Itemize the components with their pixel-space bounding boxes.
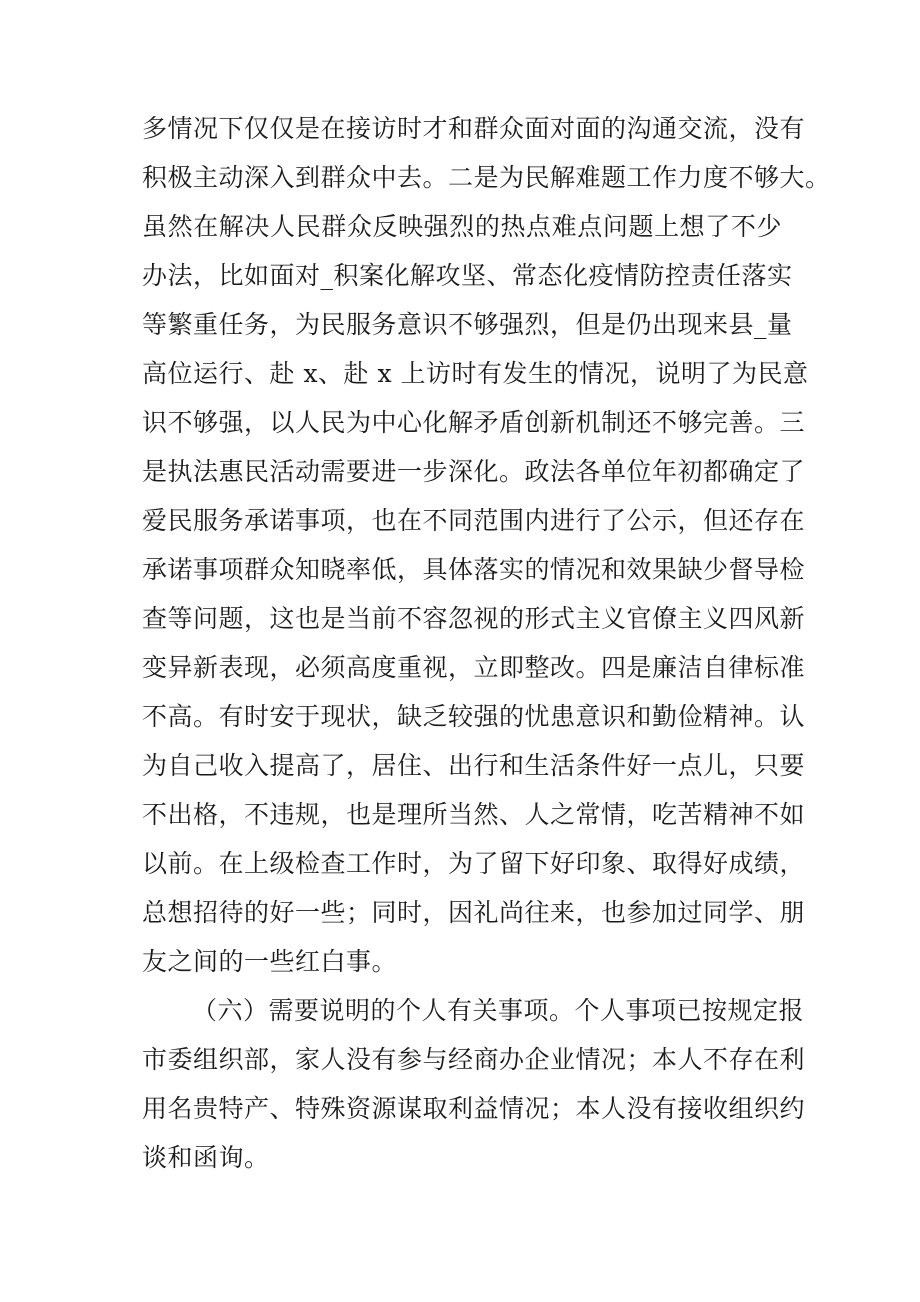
text-line: 不高。有时安于现状，缺乏较强的忧患意识和勤俭精神。认 <box>142 702 806 731</box>
text-line: 识不够强，以人民为中心化解矛盾创新机制还不够完善。三 <box>142 408 806 437</box>
text-line: 不出格，不违规，也是理所当然、人之常情，吃苦精神不如 <box>142 800 806 829</box>
text-line: 总想招待的好一些；同时，因礼尚往来，也参加过同学、朋 <box>142 898 806 927</box>
text-line: 谈和函询。 <box>142 1143 270 1172</box>
text-line: 变异新表现，必须高度重视，立即整改。四是廉洁自律标准 <box>142 653 806 682</box>
text-line: 虽然在解决人民群众反映强烈的热点难点问题上想了不少 <box>142 212 782 241</box>
text-line: 承诺事项群众知晓率低，具体落实的情况和效果缺少督导检 <box>142 555 806 584</box>
text-line: 用名贵特产、特殊资源谋取利益情况；本人没有接收组织约 <box>142 1094 806 1123</box>
text-line: 等繁重任务，为民服务意识不够强烈，但是仍出现来县_量 <box>142 310 793 339</box>
text-line: 办法，比如面对_积案化解攻坚、常态化疫情防控责任落实 <box>142 261 793 290</box>
text-line: 是执法惠民活动需要进一步深化。政法各单位年初都确定了 <box>142 457 806 486</box>
section-heading-line: （六）需要说明的个人有关事项。个人事项已按规定报 <box>192 996 805 1025</box>
text-line: 爱民服务承诺事项，也在不同范围内进行了公示，但还存在 <box>142 506 806 535</box>
text-line: 高位运行、赴 x、赴 x 上访时有发生的情况，说明了为民意 <box>142 359 809 388</box>
text-line: 为自己收入提高了，居住、出行和生活条件好一点儿，只要 <box>142 751 806 780</box>
text-line: 以前。在上级检查工作时，为了留下好印象、取得好成绩， <box>142 849 806 878</box>
text-line: 多情况下仅仅是在接访时才和群众面对面的沟通交流，没有 <box>142 114 806 143</box>
body-text <box>142 104 831 1182</box>
text-line: 积极主动深入到群众中去。二是为民解难题工作力度不够大。 <box>142 163 831 192</box>
text-line: 友之间的一些红白事。 <box>142 947 398 976</box>
text-line: 市委组织部，家人没有参与经商办企业情况；本人不存在利 <box>142 1045 806 1074</box>
text-line: 查等问题，这也是当前不容忽视的形式主义官僚主义四风新 <box>142 604 806 633</box>
